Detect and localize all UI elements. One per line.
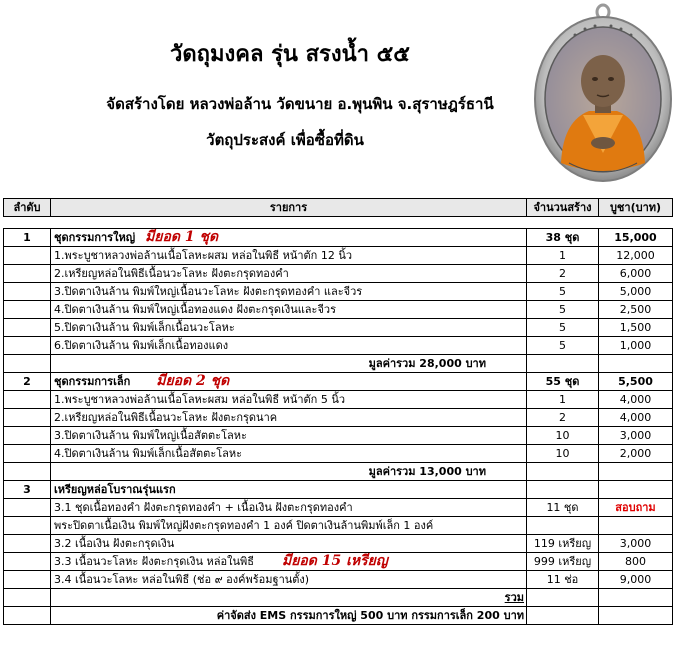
item-price: 5,000 xyxy=(599,283,673,301)
spacer-row xyxy=(4,217,673,229)
page-subtitle: จัดสร้างโดย หลวงพ่อล้าน วัดขนาย อ.พุนพิน จ.สุราษฎร์ธานี xyxy=(106,95,494,113)
group-price: 5,500 xyxy=(599,373,673,391)
table-row xyxy=(4,301,673,319)
item-price: 1,000 xyxy=(599,337,673,355)
item-price: 800 xyxy=(599,553,673,571)
item-qty: 2 xyxy=(527,409,599,427)
group-no: 1 xyxy=(4,229,51,247)
col-header-no: ลำดับ xyxy=(4,199,51,217)
group-row-1 xyxy=(4,229,673,247)
medal-image xyxy=(531,3,675,185)
table-row xyxy=(4,337,673,355)
item-name: 4.ปิดตาเงินล้าน พิมพ์ใหญ่เนื้อทองแดง ฝังตะกรุดเงินและจีวร xyxy=(51,301,527,319)
sold-note: มียอด 1 ชุด xyxy=(145,229,219,245)
item-price: 9,000 xyxy=(599,571,673,589)
group-no: 3 xyxy=(4,481,51,499)
item-price: 4,000 xyxy=(599,391,673,409)
item-qty: 2 xyxy=(527,265,599,283)
group-name-text: ชุดกรรมการเล็ก xyxy=(54,375,131,388)
item-name-text: 3.3 เนื้อนวะโลหะ ฝังตะกรุดเงิน หล่อในพิธี xyxy=(54,555,254,568)
item-qty: 5 xyxy=(527,319,599,337)
item-qty: 5 xyxy=(527,301,599,319)
item-note: พระปิดตาเนื้อเงิน พิมพ์ใหญ่ฝังตะกรุดทองคำ 1 องค์ ปิดตาเงินล้านพิมพ์เล็ก 1 องค์ xyxy=(51,517,527,535)
group-name: เหรียญหล่อโบราณรุ่นแรก xyxy=(51,481,527,499)
item-qty: 1 xyxy=(527,247,599,265)
item-name: 1.พระบูชาหลวงพ่อล้านเนื้อโลหะผสม หล่อในพิธี หน้าตัก 12 นิ้ว xyxy=(51,247,527,265)
sum-label: รวม xyxy=(51,589,527,607)
group-qty: 55 ชุด xyxy=(527,373,599,391)
table-row xyxy=(4,391,673,409)
item-qty: 10 xyxy=(527,445,599,463)
price-table xyxy=(3,198,673,625)
item-qty: 999 เหรียญ xyxy=(527,553,599,571)
table-row xyxy=(4,319,673,337)
group-price: 15,000 xyxy=(599,229,673,247)
item-qty: 11 ชุด xyxy=(527,499,599,517)
item-name: 3.2 เนื้อเงิน ฝังตะกรุดเงิน xyxy=(51,535,527,553)
item-price: 4,000 xyxy=(599,409,673,427)
shipping-note: ค่าจัดส่ง EMS กรรมการใหญ่ 500 บาท กรรมการเล็ก 200 บาท xyxy=(51,607,527,625)
item-name: 3.1 ชุดเนื้อทองคำ ฝังตะกรุดทองคำ + เนื้อเงิน ฝังตะกรุดทองคำ xyxy=(51,499,527,517)
item-name: 3.4 เนื้อนวะโลหะ หล่อในพิธี (ช่อ ๙ องค์พร้อมฐานตั้ง) xyxy=(51,571,527,589)
group-row-3 xyxy=(4,481,673,499)
group-row-2 xyxy=(4,373,673,391)
item-price: 6,000 xyxy=(599,265,673,283)
item-name: 4.ปิดตาเงินล้าน พิมพ์เล็กเนื้อสัตตะโลหะ xyxy=(51,445,527,463)
item-price: 12,000 xyxy=(599,247,673,265)
item-qty: 5 xyxy=(527,337,599,355)
item-price: 3,000 xyxy=(599,427,673,445)
item-name: 3.ปิดตาเงินล้าน พิมพ์ใหญ่เนื้อนวะโลหะ ฝังตะกรุดทองคำ และจีวร xyxy=(51,283,527,301)
item-price: 2,000 xyxy=(599,445,673,463)
item-price: 3,000 xyxy=(599,535,673,553)
item-qty: 11 ช่อ xyxy=(527,571,599,589)
group-qty: 38 ชุด xyxy=(527,229,599,247)
shipping-row xyxy=(4,607,673,625)
item-name: 2.เหรียญหล่อในพิธีเนื้อนวะโลหะ ฝังตะกรุดทองคำ xyxy=(51,265,527,283)
sum-row xyxy=(4,589,673,607)
col-header-item: รายการ xyxy=(51,199,527,217)
table-row xyxy=(4,283,673,301)
item-qty: 5 xyxy=(527,283,599,301)
sold-note: มียอด 15 เหรียญ xyxy=(281,553,388,569)
item-name: 3.ปิดตาเงินล้าน พิมพ์ใหญ่เนื้อสัตตะโลหะ xyxy=(51,427,527,445)
table-row xyxy=(4,535,673,553)
table-row xyxy=(4,571,673,589)
table-row xyxy=(4,553,673,571)
table-row xyxy=(4,409,673,427)
group-total: มูลค่ารวม 13,000 บาท xyxy=(51,463,527,481)
item-price: สอบถาม xyxy=(599,499,673,517)
col-header-price: บูชา(บาท) xyxy=(599,199,673,217)
header xyxy=(0,0,678,190)
item-name: 2.เหรียญหล่อในพิธีเนื้อนวะโลหะ ฝังตะกรุดนาค xyxy=(51,409,527,427)
item-price: 2,500 xyxy=(599,301,673,319)
item-name: 5.ปิดตาเงินล้าน พิมพ์เล็กเนื้อนวะโลหะ xyxy=(51,319,527,337)
col-header-qty: จำนวนสร้าง xyxy=(527,199,599,217)
sold-note: มียอด 2 ชุด xyxy=(156,373,230,389)
group-name xyxy=(51,229,527,247)
group-total-row xyxy=(4,463,673,481)
table-row xyxy=(4,517,673,535)
item-price: 1,500 xyxy=(599,319,673,337)
group-name-text: ชุดกรรมการใหญ่ xyxy=(54,231,136,244)
group-no: 2 xyxy=(4,373,51,391)
item-name: 1.พระบูชาหลวงพ่อล้านเนื้อโลหะผสม หล่อในพิธี หน้าตัก 5 นิ้ว xyxy=(51,391,527,409)
group-name xyxy=(51,373,527,391)
table-row xyxy=(4,427,673,445)
group-total-row xyxy=(4,355,673,373)
table-row xyxy=(4,265,673,283)
group-total: มูลค่ารวม 28,000 บาท xyxy=(51,355,527,373)
item-qty: 119 เหรียญ xyxy=(527,535,599,553)
item-qty: 10 xyxy=(527,427,599,445)
item-name xyxy=(51,553,527,571)
page-title: วัดถุมงคล รุ่น สรงน้ำ ๕๕ xyxy=(170,42,410,67)
item-name: 6.ปิดตาเงินล้าน พิมพ์เล็กเนื้อทองแดง xyxy=(51,337,527,355)
table-row xyxy=(4,445,673,463)
table-header-row xyxy=(4,199,673,217)
table-row xyxy=(4,247,673,265)
item-qty: 1 xyxy=(527,391,599,409)
purpose-text: วัตถุประสงค์ เพื่อซื้อที่ดิน xyxy=(206,131,364,149)
table-row xyxy=(4,499,673,517)
